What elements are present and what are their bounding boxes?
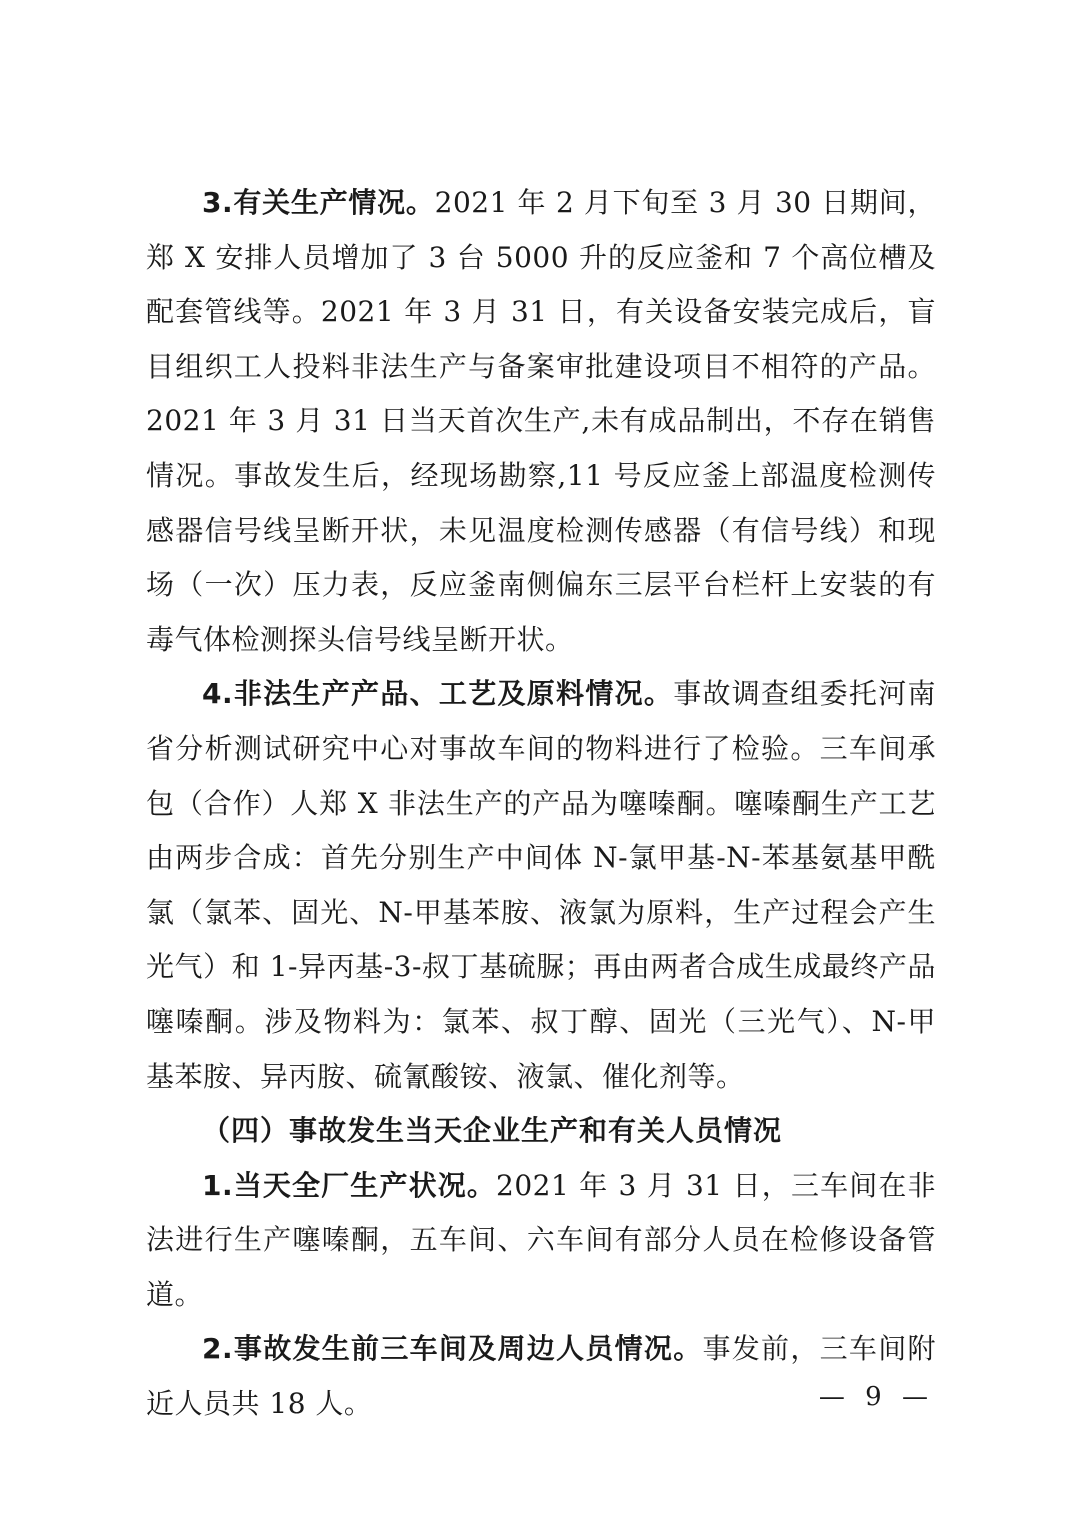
document-page xyxy=(146,176,936,1432)
paragraph-lead: 2.事故发生前三车间及周边人员情况。 xyxy=(202,1332,703,1366)
paragraph-lead: 4.非法生产产品、工艺及原料情况。 xyxy=(202,677,674,711)
paragraph-plant-status xyxy=(146,1159,936,1323)
paragraph-lead: 3.有关生产情况。 xyxy=(202,186,435,219)
paragraph-production xyxy=(146,176,936,667)
paragraph-lead: 1.当天全厂生产状况。 xyxy=(202,1168,496,1202)
section-heading: （四）事故发生当天企业生产和有关人员情况 xyxy=(202,1114,783,1148)
paragraph-text: 2021 年 3 月 31 日，三车间在非法进行生产噻嗪酮，五车间、六车间有部分人员在检修设备管道。 xyxy=(146,1168,936,1311)
page-number: — 9 — xyxy=(818,1382,934,1412)
paragraph-text: 事故调查组委托河南省分析测试研究中心对事故车间的物料进行了检验。三车间承包（合作）人郑 X 非法生产的产品为噻嗪酮。噻嗪酮生产工艺由两步合成：首先分别生产中间体 N-氯甲基-N-苯基氨基甲酰氯（氯苯、固光、N-甲基苯胺、液氯为原料，生产过程会产生光气）和 1-异丙基-3-叔丁基硫脲；再由两者合成生成最终产品噻嗪酮。涉及物料为：氯苯、叔丁醇、固光（三光气）、N-甲基苯胺、异丙胺、硫氰酸铵、液氯、催化剂等。 xyxy=(146,677,936,1093)
paragraph-text: 2021 年 2 月下旬至 3 月 30 日期间，郑 X 安排人员增加了 3 台 5000 升的反应釜和 7 个高位槽及配套管线等。2021 年 3 月 31 日，有关设备安装完成后，盲目组织工人投料非法生产与备案审批建设项目不相符的产品。2021 年 3 月 31 日当天首次生产,未有成品制出，不存在销售情况。事故发生后，经现场勘察,11 号反应釜上部温度检测传感器信号线呈断开状，未见温度检测传感器（有信号线）和现场（一次）压力表，反应釜南侧偏东三层平台栏杆上安装的有毒气体检测探头信号线呈断开状。 xyxy=(146,186,936,656)
paragraph-products xyxy=(146,667,936,1104)
paragraph-text: 事发前，三车间附近人员共 18 人。 xyxy=(146,1332,936,1421)
paragraph-personnel xyxy=(146,1322,936,1431)
